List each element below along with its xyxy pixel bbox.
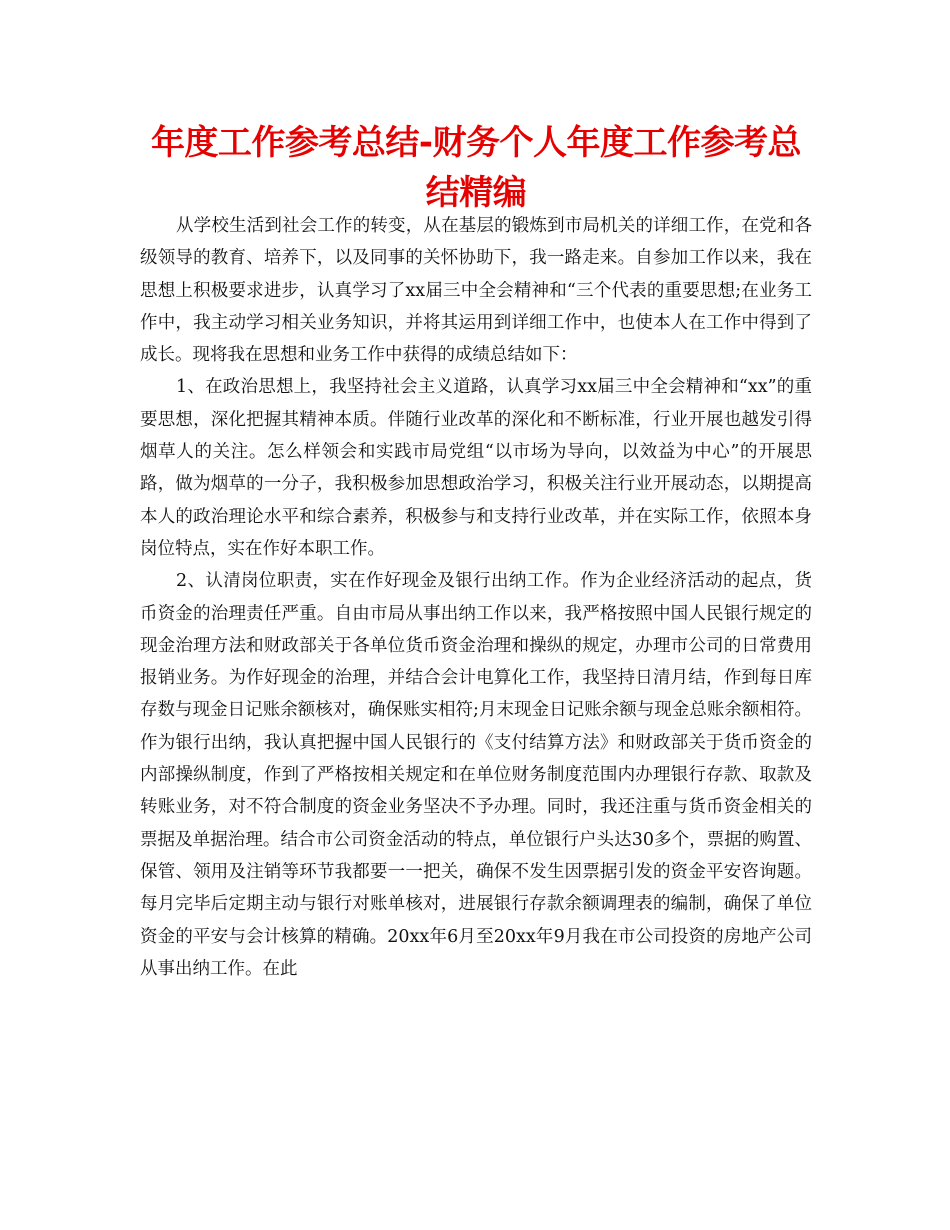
paragraph-political-thought: 1、在政治思想上，我坚持社会主义道路，认真学习xx届三中全会精神和“xx”的重要思想，深化把握其精神本质。伴随行业改革的深化和不断标准，行业开展也越发引得烟草人的关注。怎么样领会和实践市局党组“以市场为导向，以效益为中心”的开展思路，做为烟草的一分子，我积极参加思想政治学习，积极关注行业开展动态，以期提高本人的政治理论水平和综合素养，积极参与和支持行业改革，并在实际工作，依照本身岗位特点，实在作好本职工作。 — [140, 377, 812, 559]
paragraph-cashier-duties: 2、认清岗位职责，实在作好现金及银行出纳工作。作为企业经济活动的起点，货币资金的治理责任严重。自由市局从事出纳工作以来，我严格按照中国人民银行规定的现金治理方法和财政部关于各单位货币资金治理和操纵的规定，办理市公司的日常费用报销业务。为作好现金的治理，并结合会计电算化工作，我坚持日清月结，作到每日库存数与现金日记账余额核对，确保账实相符;月末现金日记账余额与现金总账余额相符。作为银行出纳，我认真把握中国人民银行的《支付结算方法》和财政部关于货币资金的内部操纵制度，作到了严格按相关规定和在单位财务制度范围内办理银行存款、取款及转账业务，对不符合制度的资金业务坚决不予办理。同时，我还注重与货币资金相关的票据及单据治理。结合市公司资金活动的特点，单位银行户头达30多个，票据的购置、保管、领用及注销等环节我都要一一把关，确保不发生因票据引发的资金平安咨询题。每月完毕后定期主动与银行对账单核对，进展银行存款余额调理表的编制，确保了单位资金的平安与会计核算的精确。20xx年6月至20xx年9月我在市公司投资的房地产公司从事出纳工作。在此 — [140, 571, 812, 979]
document-body — [140, 210, 812, 985]
paragraph-intro: 从学校生活到社会工作的转变，从在基层的锻炼到市局机关的详细工作，在党和各级领导的教育、培养下，以及同事的关怀协助下，我一路走来。自参加工作以来，我在思想上积极要求进步，认真学习了xx届三中全会精神和“三个代表的重要思想;在业务工作中，我主动学习相关业务知识，并将其运用到详细工作中，也使本人在工作中得到了成长。现将我在思想和业务工作中获得的成绩总结如下： — [140, 216, 812, 366]
document-title: 年度工作参考总结-财务个人年度工作参考总结精编 — [150, 123, 802, 213]
